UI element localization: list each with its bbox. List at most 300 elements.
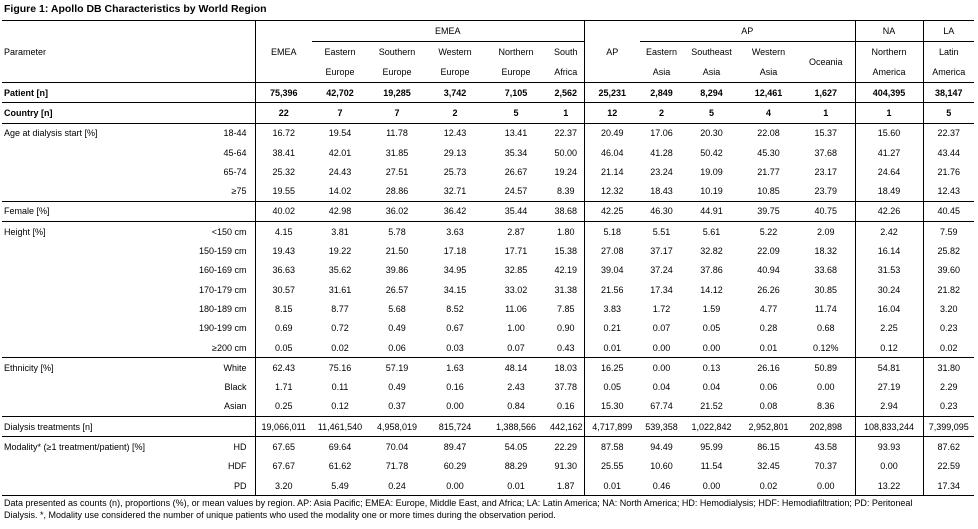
- cell-value: 2.94: [855, 397, 923, 417]
- cell-value: 91.30: [554, 461, 578, 472]
- cell-value: 0.05: [255, 338, 312, 358]
- cell-value: 18.43: [650, 186, 673, 197]
- cell-value: 46.30: [640, 201, 683, 221]
- cell-value: 87.58: [584, 437, 640, 457]
- cell-value: 32.71: [443, 186, 467, 197]
- cell-value: 0.28: [759, 323, 778, 334]
- footnote-line-1: Data presented as counts (n), proportions (%), or mean values by region. AP: Asia Pacific; EMEA: Europe, Middle East, and Africa; LA: Latin America; NA: North America; HD: Hemodialysis; HDF: Hemodiafiltration; PD: Peritoneal: [4, 498, 913, 508]
- row-sublabel: [170, 201, 255, 221]
- cell-value: 8.52: [446, 303, 464, 314]
- cell-value: 0.13: [683, 358, 740, 378]
- cell-value: 29.13: [443, 147, 467, 158]
- cell-value: 12.43: [426, 123, 484, 143]
- cell-value: 20.30: [683, 123, 740, 143]
- cell-value: 5: [683, 103, 740, 123]
- cell-value: 0.23: [923, 319, 974, 338]
- col-header-latin-america: Latin: [923, 42, 974, 63]
- cell-value: 21.50: [385, 246, 409, 257]
- cell-value: 2,562: [548, 83, 584, 103]
- row-label: Dialysis treatments [n]: [2, 417, 170, 437]
- cell-value: 20.49: [584, 123, 640, 143]
- cell-value: 31.53: [855, 261, 923, 280]
- cell-value: 89.47: [426, 437, 484, 457]
- cell-value: 5.61: [683, 222, 740, 242]
- row-label: Patient [n]: [2, 83, 170, 103]
- row-label: Ethnicity [%]: [2, 358, 170, 378]
- cell-value: 30.24: [855, 280, 923, 299]
- cell-value: 19.55: [255, 181, 312, 201]
- cell-value: 50.89: [797, 358, 855, 378]
- row-label: Age at dialysis start [%]: [2, 123, 170, 143]
- cell-value: 0.72: [331, 323, 349, 334]
- cell-value: 4.15: [255, 222, 312, 242]
- cell-value: 0.00: [817, 382, 835, 393]
- table-row: [2, 397, 974, 417]
- cell-value: 0.67: [446, 323, 464, 334]
- cell-value: 0.23: [923, 397, 974, 417]
- cell-value: 0.00: [797, 476, 855, 496]
- cell-value: 18.03: [548, 358, 584, 378]
- row-label: [2, 162, 170, 181]
- cell-value: 19.43: [255, 241, 312, 260]
- col-header-latin-america-l2: America: [923, 62, 974, 83]
- table-row: [2, 457, 974, 476]
- cell-value: 0.06: [759, 382, 778, 393]
- cell-value: 5.49: [312, 476, 368, 496]
- cell-value: 108,833,244: [855, 417, 923, 437]
- cell-value: 50.00: [554, 147, 578, 158]
- cell-value: 0.00: [426, 476, 484, 496]
- cell-value: 15.60: [855, 123, 923, 143]
- row-sublabel: <150 cm: [170, 222, 255, 242]
- cell-value: 37.24: [650, 265, 673, 276]
- cell-value: 46.04: [584, 143, 640, 162]
- cell-value: 35.62: [328, 265, 352, 276]
- cell-value: 13.41: [484, 123, 548, 143]
- cell-value: 40.94: [757, 265, 780, 276]
- cell-value: 0.02: [923, 338, 974, 358]
- cell-value: 16.25: [584, 358, 640, 378]
- cell-value: 23.17: [814, 166, 838, 177]
- table-row: [2, 83, 974, 103]
- header-row-1: [2, 42, 974, 63]
- cell-value: 1,022,842: [683, 417, 740, 437]
- table-footnote: [4, 497, 972, 521]
- cell-value: 26.57: [385, 284, 409, 295]
- cell-value: 26.67: [504, 166, 528, 177]
- cell-value: 30.85: [814, 284, 838, 295]
- col-header-eastern-asia: Eastern: [646, 47, 678, 57]
- cell-value: 2,849: [640, 83, 683, 103]
- cell-value: 0.00: [446, 401, 464, 412]
- col-header-western-europe: Western: [438, 47, 472, 57]
- cell-value: 0.07: [652, 323, 671, 334]
- cell-value: 0.00: [683, 476, 740, 496]
- cell-value: 0.04: [702, 382, 721, 393]
- cell-value: 93.93: [855, 437, 923, 457]
- row-label: Country [n]: [2, 103, 170, 123]
- cell-value: 10.60: [650, 461, 673, 472]
- cell-value: 39.04: [584, 261, 640, 280]
- cell-value: 33.68: [814, 265, 838, 276]
- cell-value: 70.04: [368, 437, 426, 457]
- cell-value: 8.39: [556, 186, 575, 197]
- cell-value: 14.02: [328, 186, 352, 197]
- cell-value: 23.24: [650, 166, 673, 177]
- row-label: [2, 457, 170, 476]
- cell-value: 43.44: [923, 143, 974, 162]
- cell-value: 17.34: [650, 284, 673, 295]
- cell-value: 87.62: [923, 437, 974, 457]
- row-sublabel: [170, 417, 255, 437]
- cell-value: 14.12: [700, 284, 723, 295]
- cell-value: 0.08: [759, 401, 778, 412]
- cell-value: 24.43: [328, 166, 352, 177]
- cell-value: 539,358: [640, 417, 683, 437]
- cell-value: 40.75: [797, 201, 855, 221]
- header-group-row: [2, 21, 974, 42]
- row-label: Height [%]: [2, 222, 170, 242]
- cell-value: 5.51: [640, 222, 683, 242]
- row-sublabel: White: [170, 358, 255, 378]
- cell-value: 3.20: [923, 299, 974, 318]
- col-header-western-asia-l2: Asia: [759, 67, 778, 77]
- cell-value: 15.37: [797, 123, 855, 143]
- cell-value: 15.38: [554, 246, 578, 257]
- cell-value: 3,742: [426, 83, 484, 103]
- cell-value: 40.02: [255, 201, 312, 221]
- cell-value: 22.09: [757, 246, 780, 257]
- row-sublabel: ≥200 cm: [212, 342, 247, 353]
- row-label: [2, 319, 170, 338]
- cell-value: 0.12: [331, 401, 349, 412]
- cell-value: 5: [923, 103, 974, 123]
- row-label: Modality* (≥1 treatment/patient) [%]: [2, 437, 170, 457]
- row-sublabel: HD: [170, 437, 255, 457]
- row-sublabel: 190-199 cm: [198, 323, 247, 334]
- cell-value: 7: [368, 103, 426, 123]
- cell-value: 57.19: [368, 358, 426, 378]
- cell-value: 5.22: [740, 222, 797, 242]
- row-label: [2, 299, 170, 318]
- table-row: [2, 338, 974, 358]
- col-header-ap: AP: [584, 42, 640, 63]
- table-row: [2, 299, 974, 318]
- cell-value: 7.59: [923, 222, 974, 242]
- col-header-eastern-europe-l2: Europe: [325, 67, 355, 77]
- cell-value: 37.78: [554, 382, 578, 393]
- cell-value: 404,395: [855, 83, 923, 103]
- cell-value: 2.42: [855, 222, 923, 242]
- col-header-western-asia: Western: [751, 47, 786, 57]
- cell-value: 86.15: [740, 437, 797, 457]
- cell-value: 42,702: [312, 83, 368, 103]
- cell-value: 19,066,011: [255, 417, 312, 437]
- cell-value: 22.37: [923, 123, 974, 143]
- cell-value: 67.65: [255, 437, 312, 457]
- cell-value: 3.63: [426, 222, 484, 242]
- cell-value: 0.69: [255, 319, 312, 338]
- cell-value: 7,399,095: [923, 417, 974, 437]
- cell-value: 0.68: [817, 323, 835, 334]
- cell-value: 44.91: [683, 201, 740, 221]
- cell-value: 21.56: [584, 280, 640, 299]
- cell-value: 5: [484, 103, 548, 123]
- col-header-western-europe-l2: Europe: [440, 67, 470, 77]
- group-header-na: NA: [855, 21, 923, 42]
- cell-value: 28.86: [385, 186, 409, 197]
- cell-value: 4.77: [759, 303, 778, 314]
- cell-value: 36.02: [368, 201, 426, 221]
- cell-value: 0.00: [702, 342, 721, 353]
- table-row: [2, 201, 974, 221]
- cell-value: 27.08: [584, 241, 640, 260]
- cell-value: 2: [640, 103, 683, 123]
- cell-value: 0.90: [556, 323, 575, 334]
- table-row: [2, 103, 974, 123]
- cell-value: 75.16: [312, 358, 368, 378]
- row-sublabel: 65-74: [223, 166, 247, 177]
- row-sublabel: 180-189 cm: [198, 303, 247, 314]
- col-header-southern-europe-l2: Europe: [382, 67, 412, 77]
- cell-value: 0.01: [584, 476, 640, 496]
- cell-value: 88.29: [504, 461, 528, 472]
- cell-value: 26.16: [740, 358, 797, 378]
- row-sublabel: HDF: [228, 461, 247, 472]
- cell-value: 31.61: [328, 284, 352, 295]
- cell-value: 71.78: [385, 461, 409, 472]
- cell-value: 16.04: [855, 299, 923, 318]
- table-row: [2, 476, 974, 496]
- cell-value: 0.84: [507, 401, 525, 412]
- cell-value: 1.80: [548, 222, 584, 242]
- cell-value: 0.16: [446, 382, 464, 393]
- cell-value: 0.00: [855, 457, 923, 476]
- cell-value: 0.12: [855, 338, 923, 358]
- cell-value: 19,285: [368, 83, 426, 103]
- cell-value: 24.64: [855, 162, 923, 181]
- cell-value: 8.77: [331, 303, 349, 314]
- cell-value: 815,724: [426, 417, 484, 437]
- cell-value: 37.17: [650, 246, 673, 257]
- cell-value: 69.64: [312, 437, 368, 457]
- row-sublabel: [170, 103, 255, 123]
- cell-value: 2.43: [507, 382, 525, 393]
- cell-value: 21.76: [923, 162, 974, 181]
- col-header-southeast-asia: Southeast: [691, 47, 732, 57]
- cell-value: 36.63: [255, 261, 312, 280]
- cell-value: 17.71: [504, 246, 528, 257]
- cell-value: 11,461,540: [312, 417, 368, 437]
- row-label: [2, 280, 170, 299]
- table-row: [2, 123, 974, 143]
- cell-value: 16.14: [855, 241, 923, 260]
- table-row: [2, 241, 974, 260]
- cell-value: 0.25: [255, 397, 312, 417]
- cell-value: 39.86: [385, 265, 409, 276]
- cell-value: 32.85: [504, 265, 528, 276]
- cell-value: 1.63: [426, 358, 484, 378]
- group-header-ap: AP: [640, 21, 855, 42]
- cell-value: 4: [740, 103, 797, 123]
- cell-value: 10.85: [757, 186, 780, 197]
- cell-value: 25.73: [443, 166, 467, 177]
- cell-value: 1.72: [652, 303, 671, 314]
- cell-value: 17.34: [923, 476, 974, 496]
- cell-value: 67.74: [650, 401, 673, 412]
- cell-value: 27.51: [385, 166, 409, 177]
- cell-value: 19.09: [700, 166, 723, 177]
- row-sublabel: ≥75: [231, 186, 247, 197]
- cell-value: 0.00: [652, 342, 671, 353]
- cell-value: 62.43: [255, 358, 312, 378]
- cell-value: 1.87: [548, 476, 584, 496]
- row-sublabel: 160-169 cm: [198, 265, 247, 276]
- row-label: [2, 397, 170, 417]
- cell-value: 5.18: [584, 222, 640, 242]
- cell-value: 1: [797, 103, 855, 123]
- cell-value: 11.06: [505, 303, 527, 314]
- cell-value: 45.30: [757, 147, 780, 158]
- cell-value: 10.19: [700, 186, 723, 197]
- cell-value: 13.22: [855, 476, 923, 496]
- cell-value: 0.05: [584, 377, 640, 396]
- cell-value: 54.81: [855, 358, 923, 378]
- parameter-header: Parameter: [4, 46, 47, 57]
- cell-value: 60.29: [443, 461, 467, 472]
- cell-value: 31.38: [554, 284, 578, 295]
- table-row: [2, 319, 974, 338]
- cell-value: 48.14: [484, 358, 548, 378]
- cell-value: 3.83: [584, 299, 640, 318]
- cell-value: 2,952,801: [740, 417, 797, 437]
- row-label: [2, 377, 170, 396]
- cell-value: 31.80: [923, 358, 974, 378]
- row-label: Female [%]: [2, 201, 170, 221]
- cell-value: 33.02: [504, 284, 528, 295]
- row-label: [2, 181, 170, 201]
- cell-value: 442,162: [548, 417, 584, 437]
- col-header-northern-america: Northern: [855, 42, 923, 63]
- cell-value: 38.41: [255, 143, 312, 162]
- row-sublabel: Asian: [223, 401, 247, 412]
- col-header-south-africa-l2: Africa: [554, 67, 578, 77]
- cell-value: 23.79: [814, 186, 838, 197]
- cell-value: 17.18: [443, 246, 467, 257]
- cell-value: 15.30: [584, 397, 640, 417]
- cell-value: 7: [312, 103, 368, 123]
- col-header-southeast-asia-l2: Asia: [702, 67, 721, 77]
- cell-value: 22.08: [740, 123, 797, 143]
- cell-value: 35.44: [484, 201, 548, 221]
- row-sublabel: 150-159 cm: [198, 246, 247, 257]
- figure-title: Figure 1: Apollo DB Characteristics by World Region: [4, 3, 267, 15]
- cell-value: 39.60: [923, 261, 974, 280]
- cell-value: 22: [255, 103, 312, 123]
- table-row: [2, 222, 974, 242]
- cell-value: 42.01: [328, 147, 352, 158]
- cell-value: 21.77: [757, 166, 780, 177]
- cell-value: 3.20: [255, 476, 312, 496]
- cell-value: 18.49: [855, 181, 923, 201]
- cell-value: 19.22: [328, 246, 352, 257]
- cell-value: 5.78: [368, 222, 426, 242]
- cell-value: 12,461: [740, 83, 797, 103]
- cell-value: 11.74: [814, 303, 837, 314]
- cell-value: 0.46: [640, 476, 683, 496]
- cell-value: 1.00: [507, 323, 525, 334]
- table-row: [2, 417, 974, 437]
- cell-value: 22.29: [548, 437, 584, 457]
- col-header-southern-europe: Southern: [378, 47, 416, 57]
- cell-value: 50.42: [700, 147, 723, 158]
- table-row: [2, 143, 974, 162]
- cell-value: 42.26: [855, 201, 923, 221]
- cell-value: 202,898: [797, 417, 855, 437]
- cell-value: 0.02: [331, 342, 349, 353]
- col-header-eastern-europe: Eastern: [324, 47, 356, 57]
- cell-value: 2.29: [923, 377, 974, 396]
- cell-value: 43.58: [797, 437, 855, 457]
- cell-value: 0.21: [584, 319, 640, 338]
- cell-value: 24.57: [504, 186, 528, 197]
- cell-value: 40.45: [923, 201, 974, 221]
- cell-value: 27.19: [855, 377, 923, 396]
- cell-value: 0.12%: [813, 342, 839, 353]
- cell-value: 4,717,899: [584, 417, 640, 437]
- table-row: [2, 280, 974, 299]
- cell-value: 75,396: [255, 83, 312, 103]
- cell-value: 94.49: [640, 437, 683, 457]
- cell-value: 34.15: [443, 284, 467, 295]
- col-header-eastern-asia-l2: Asia: [652, 67, 671, 77]
- cell-value: 0.16: [556, 401, 575, 412]
- cell-value: 1: [548, 103, 584, 123]
- cell-value: 37.86: [700, 265, 723, 276]
- cell-value: 0.01: [584, 338, 640, 358]
- row-sublabel: 45-64: [223, 147, 247, 158]
- cell-value: 21.14: [584, 162, 640, 181]
- cell-value: 1,627: [797, 83, 855, 103]
- cell-value: 39.75: [740, 201, 797, 221]
- cell-value: 41.28: [650, 147, 673, 158]
- cell-value: 2: [426, 103, 484, 123]
- cell-value: 1,388,566: [484, 417, 548, 437]
- cell-value: 18.32: [814, 246, 838, 257]
- cell-value: 0.11: [331, 382, 349, 393]
- footnote-line-2: Dialysis. *, Modality use considered the number of unique patients who used the modality one or more times during the observation period.: [4, 510, 556, 520]
- row-label: [2, 338, 170, 358]
- cell-value: 1: [855, 103, 923, 123]
- cell-value: 54.05: [484, 437, 548, 457]
- cell-value: 25.55: [584, 457, 640, 476]
- table-row: [2, 358, 974, 378]
- cell-value: 0.06: [388, 342, 406, 353]
- group-header-la: LA: [923, 21, 974, 42]
- cell-value: 22.59: [923, 457, 974, 476]
- row-label: [2, 261, 170, 280]
- cell-value: 38.68: [548, 201, 584, 221]
- cell-value: 12.43: [923, 181, 974, 201]
- table-row: [2, 437, 974, 457]
- cell-value: 19.54: [312, 123, 368, 143]
- row-sublabel: PD: [170, 476, 255, 496]
- cell-value: 1.59: [702, 303, 721, 314]
- cell-value: 95.99: [683, 437, 740, 457]
- col-header-northern-europe: Northern: [498, 47, 534, 57]
- cell-value: 0.00: [640, 358, 683, 378]
- cell-value: 70.37: [814, 461, 838, 472]
